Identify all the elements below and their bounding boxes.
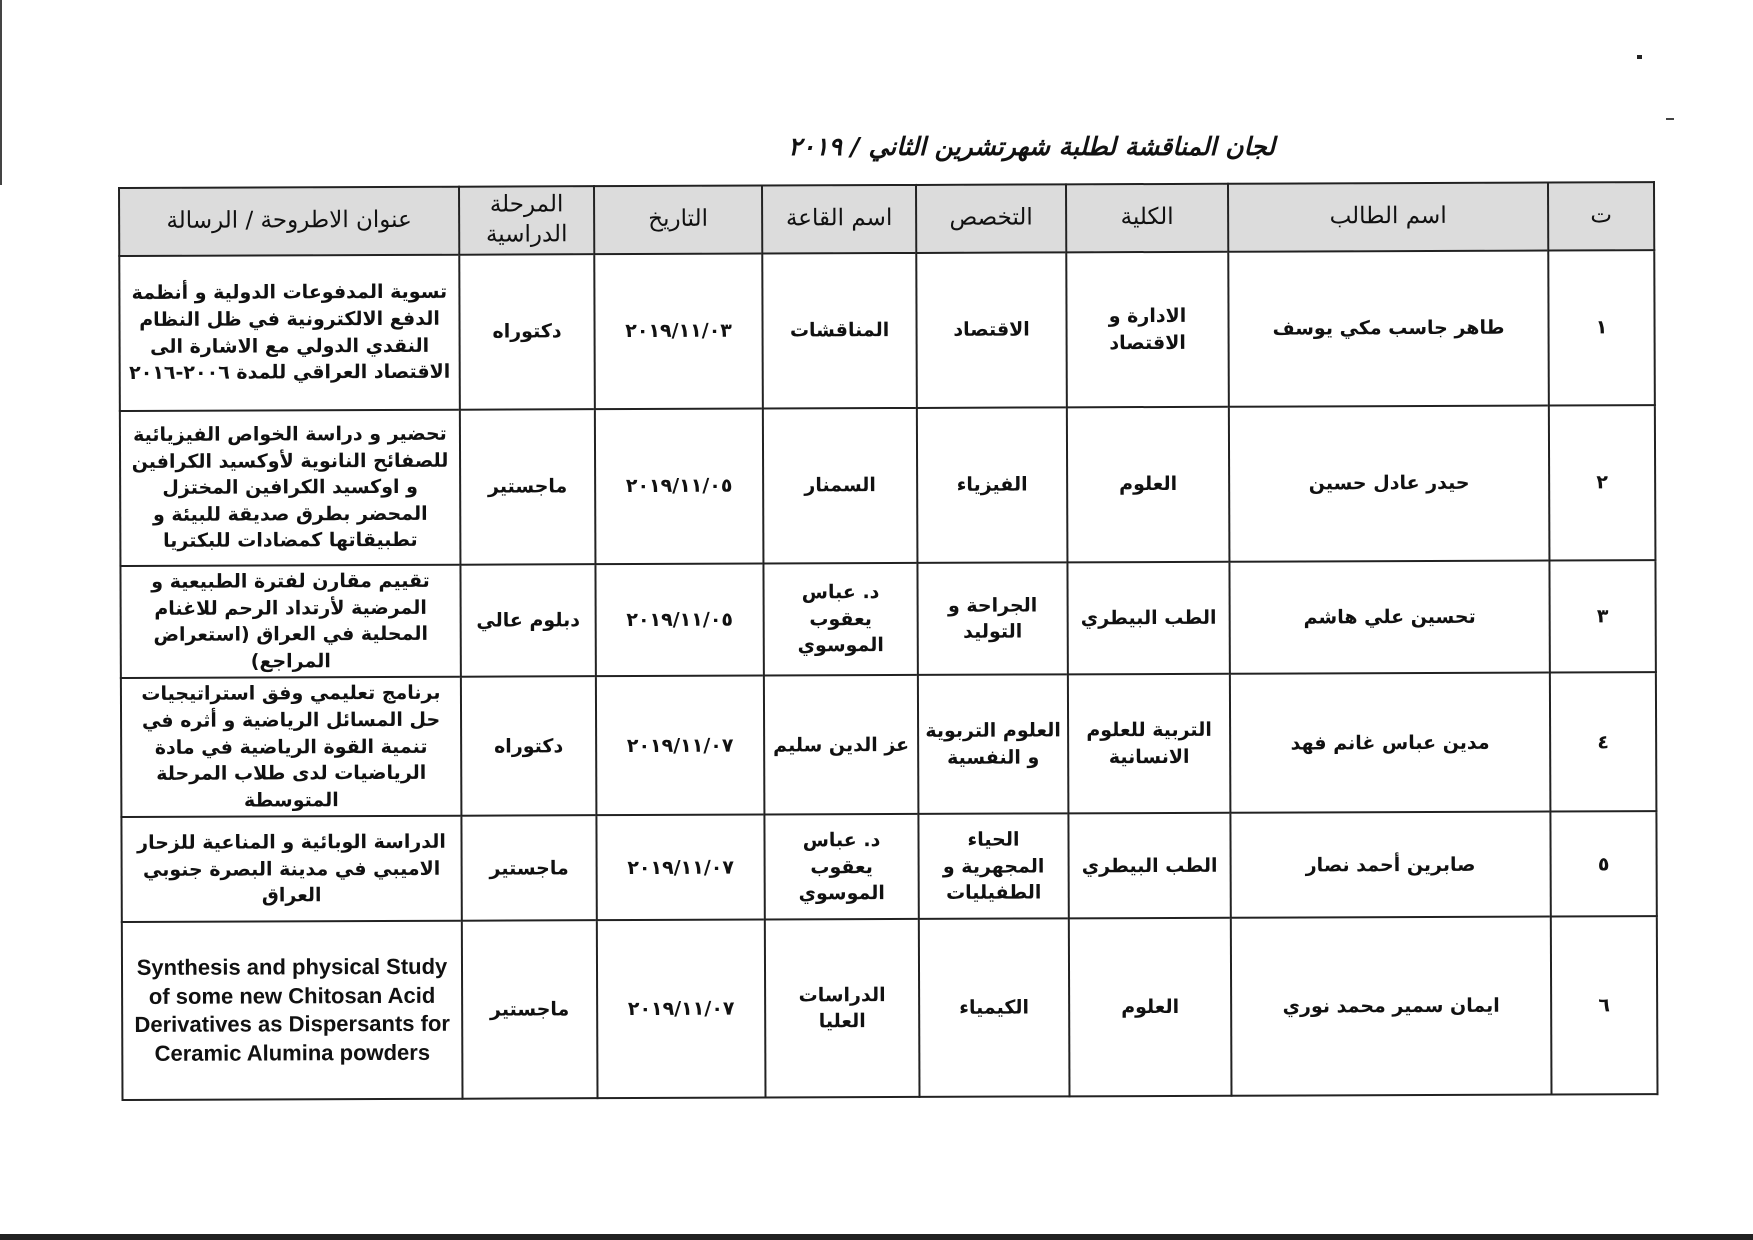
header-cell-college: الكلية: [1066, 184, 1228, 253]
cell-college: الطب البيطري: [1068, 813, 1230, 919]
scan-edge-bottom: [0, 1234, 1753, 1240]
cell-specialty: الفيزياء: [917, 407, 1068, 563]
cell-number: ٢: [1549, 405, 1656, 560]
cell-date: ٢٠١٩/١١/٠٣: [594, 254, 763, 410]
cell-number: ٣: [1549, 560, 1655, 673]
cell-college: العلوم: [1067, 407, 1230, 563]
cell-specialty: الاقتصاد: [916, 252, 1067, 408]
cell-date: ٢٠١٩/١١/٠٥: [595, 409, 764, 565]
scan-speck: [1637, 55, 1642, 59]
header-cell-number: ت: [1548, 182, 1654, 250]
header-cell-date: التاريخ: [594, 186, 762, 255]
cell-student: تحسين علي هاشم: [1229, 561, 1549, 675]
table-row: [122, 916, 1658, 1100]
cell-thesis: تسوية المدفوعات الدولية و أنظمة الدفع الالكترونية في ظل النظام النقدي الدولي مع الاشارة الى الاقتصاد العراقي للمدة ٢٠٠٦-٢٠١٦: [119, 255, 460, 411]
cell-student: ايمان سمير محمد نوري: [1231, 917, 1552, 1096]
cell-date: ٢٠١٩/١١/٠٧: [597, 920, 766, 1099]
cell-date: ٢٠١٩/١١/٠٧: [596, 676, 765, 816]
cell-student: طاهر جاسب مكي يوسف: [1228, 251, 1549, 407]
table-header-row: [119, 182, 1654, 256]
header-cell-thesis: عنوان الاطروحة / الرسالة: [119, 187, 459, 256]
cell-specialty: الكيمياء: [919, 919, 1070, 1098]
cell-thesis: تقييم مقارن لفترة الطبيعية و المرضية لأرتداد الرحم للاغنام المحلية في العراق (استعراض المراجع): [120, 565, 460, 679]
cell-stage: دكتوراه: [459, 254, 595, 410]
cell-specialty: الحياء المجهرية و الطفيليات: [918, 814, 1068, 920]
cell-number: ٦: [1551, 916, 1658, 1094]
cell-stage: ماجستير: [461, 816, 596, 922]
cell-thesis: تحضير و دراسة الخواص الفيزيائية للصفائح النانوية لأوكسيد الكرافين و اوكسيد الكرافين المختزل المحضر بطرق صديقة للبيئة و تطبيقاتها كمضادات للبكتريا: [120, 410, 461, 566]
header-cell-stage: المرحلة الدراسية: [459, 186, 594, 255]
cell-thesis: الدراسة الوبائية و المناعية للزحار الاميبي في مدينة البصرة جنوبي العراق: [121, 816, 461, 922]
cell-hall: د. عباس يعقوب الموسوي: [764, 814, 918, 920]
cell-specialty: الجراحة و التوليد: [917, 562, 1067, 675]
cell-hall: المناقشات: [762, 253, 917, 409]
cell-number: ٥: [1550, 811, 1656, 916]
cell-number: ٤: [1550, 672, 1657, 811]
cell-college: التربية للعلوم الانسانية: [1068, 674, 1231, 814]
table-row: [120, 560, 1655, 678]
table-row: [119, 250, 1655, 411]
cell-hall: عز الدين سليم: [764, 675, 919, 815]
cell-thesis: Synthesis and physical Study of some new Chitosan Acid Derivatives as Dispersants for Ceramic Alumina powders: [122, 921, 463, 1100]
cell-hall: الدراسات العليا: [765, 919, 920, 1098]
cell-hall: د. عباس يعقوب الموسوي: [763, 563, 917, 676]
scan-speck: [1666, 118, 1674, 120]
cell-hall: السمنار: [763, 408, 918, 564]
table-row: [120, 405, 1656, 566]
header-cell-specialty: التخصص: [916, 184, 1066, 253]
document-title: لجان المناقشة لطلبة شهرتشرين الثاني / ٢٠١٩: [788, 132, 1275, 161]
cell-date: ٢٠١٩/١١/٠٧: [596, 815, 764, 921]
header-cell-student: اسم الطالب: [1228, 183, 1548, 252]
cell-date: ٢٠١٩/١١/٠٥: [595, 564, 763, 677]
cell-thesis: برنامج تعليمي وفق استراتيجيات حل المسائل الرياضية و أثره في تنمية القوة الرياضية في مادة الرياضيات لدى طلاب المرحلة المتوسطة: [121, 677, 462, 817]
cell-specialty: العلوم التربوية و النفسية: [918, 675, 1069, 815]
cell-student: حيدر عادل حسين: [1229, 406, 1550, 562]
cell-stage: دكتوراه: [461, 677, 597, 816]
header-cell-hall: اسم القاعة: [762, 185, 916, 254]
cell-stage: ماجستير: [462, 921, 598, 1100]
table-row: [121, 672, 1657, 817]
cell-stage: ماجستير: [460, 409, 596, 565]
cell-college: الادارة و الاقتصاد: [1066, 252, 1229, 408]
cell-stage: دبلوم عالي: [460, 564, 595, 677]
cell-student: مدين عباس غانم فهد: [1230, 673, 1551, 813]
committees-table: [118, 181, 1658, 1101]
table-row: [121, 811, 1656, 922]
cell-student: صابرين أحمد نصار: [1230, 812, 1550, 918]
cell-college: الطب البيطري: [1067, 562, 1229, 675]
cell-number: ١: [1548, 250, 1655, 405]
cell-college: العلوم: [1069, 918, 1232, 1097]
